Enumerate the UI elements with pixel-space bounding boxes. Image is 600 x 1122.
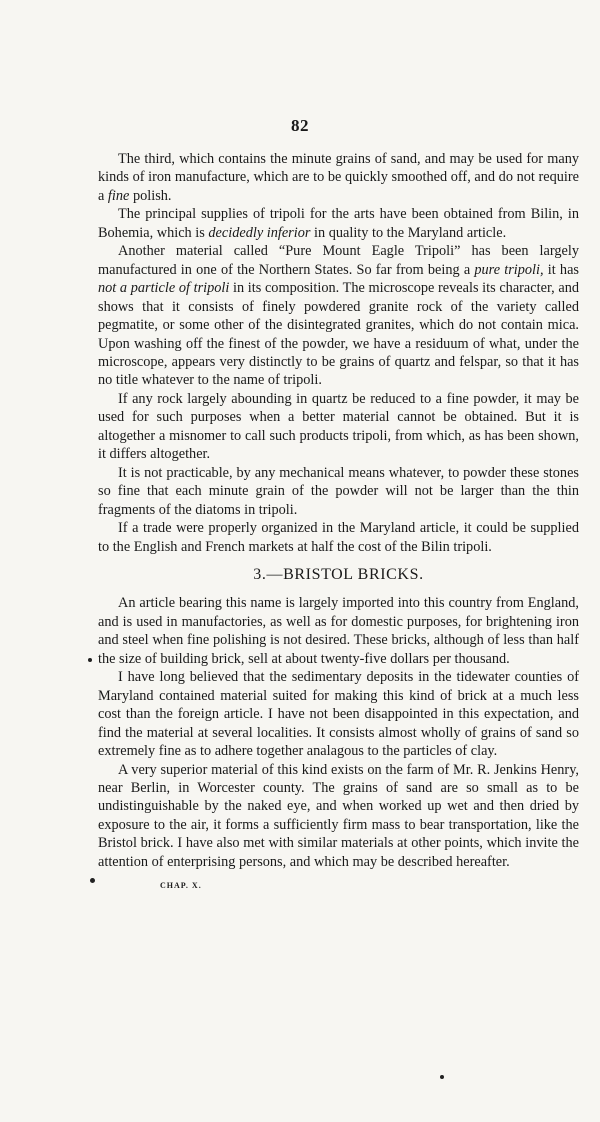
text-run: it has: [543, 261, 579, 278]
emphasis-text: fine: [107, 187, 130, 204]
paragraph-principal-supplies: [98, 205, 579, 242]
ink-speck: [90, 878, 95, 883]
paragraph-not-practicable: It is not practicable, by any mechanical means whatever, to powder these stones so fine that each minute grain of the powder will not be larger than the thin fragments of the diatoms in tripoli.: [98, 464, 579, 518]
text-run: in quality to the Maryland article.: [310, 224, 507, 241]
ink-speck: [440, 1075, 444, 1079]
paragraph-trade-organized: If a trade were properly organized in the Maryland article, it could be supplied to the English and French markets at half the cost of the Bilin tripoli.: [98, 520, 579, 555]
paragraph-sedimentary-deposits: I have long believed that the sedimentary deposits in the tidewater counties of Maryland contained material suited for making this kind of brick at a much less cost than the foreign article. I have not been disappointed in this expectation, and find the material at several localities. It consists almost wholly of grains of sand so extremely fine as to adhere together analagous to the particles of clay.: [98, 669, 579, 760]
paragraph-mount-eagle-tripoli: [98, 242, 579, 390]
paragraph-superior-material: A very superior material of this kind exists on the farm of Mr. R. Jenkins Henry, near Berlin, in Worcester county. The grains of sand are so small as to be undistinguishable by the naked eye, and when worked up wet and then dried by exposure to the air, it forms a sufficiently firm mass to bear transportation, like the Bristol brick. I have also met with similar materials at other points, which invite the attention of enterprising persons, and which may be described hereafter.: [98, 761, 579, 870]
page-body: [98, 150, 579, 896]
text-run: The third, which contains the minute grains of sand, and may be used for many kinds of iron manufacture, which are to be quickly smoothed off, and do not require a: [98, 151, 579, 204]
text-run: Another material called “Pure Mount Eagle Tripoli” has been largely manufactured in one of the Northern States. So far from being a: [98, 243, 579, 278]
signature-mark: CHAP. X.: [160, 881, 202, 891]
text-run: The principal supplies of tripoli for the arts have been obtained from Bilin, in Bohemia, which is: [98, 206, 579, 241]
emphasis-text: pure tripoli,: [474, 261, 544, 278]
paragraph-quartz-rock: If any rock largely abounding in quartz be reduced to a fine powder, it may be used for such purposes when a better material cannot be obtained. But it is altogether a misnomer to call such products tripoli, from which, as has been shown, it differs altogether.: [98, 390, 579, 463]
paragraph-article-imported: An article bearing this name is largely imported into this country from England, and is used in manufactories, as well as for domestic purposes, for brightening iron and steel when fine polishing is not desired. These bricks, although of less than half the size of building brick, sell at about twenty-five dollars per thousand.: [98, 595, 579, 667]
paragraph-third-grade: [98, 150, 579, 205]
page-number: 82: [291, 116, 309, 135]
emphasis-text: decidedly inferior: [208, 224, 311, 241]
text-run: polish.: [129, 187, 172, 204]
emphasis-text: not a particle of tripoli: [98, 280, 230, 297]
ink-speck: [88, 658, 92, 662]
text-run: in its composition. The microscope reveals its character, and shows that it consists of finely powdered granite rock of the variety called pegmatite, or some other of the disintegrated granites, which do not contain mica. Upon washing off the finest of the powder, we have a residuum of what, under the microscope, appears very distinctly to be grains of quartz and felspar, so that it has no title whatever to the name of tripoli.: [98, 280, 580, 389]
section-heading: 3.—BRISTOL BRICKS.: [253, 565, 424, 583]
